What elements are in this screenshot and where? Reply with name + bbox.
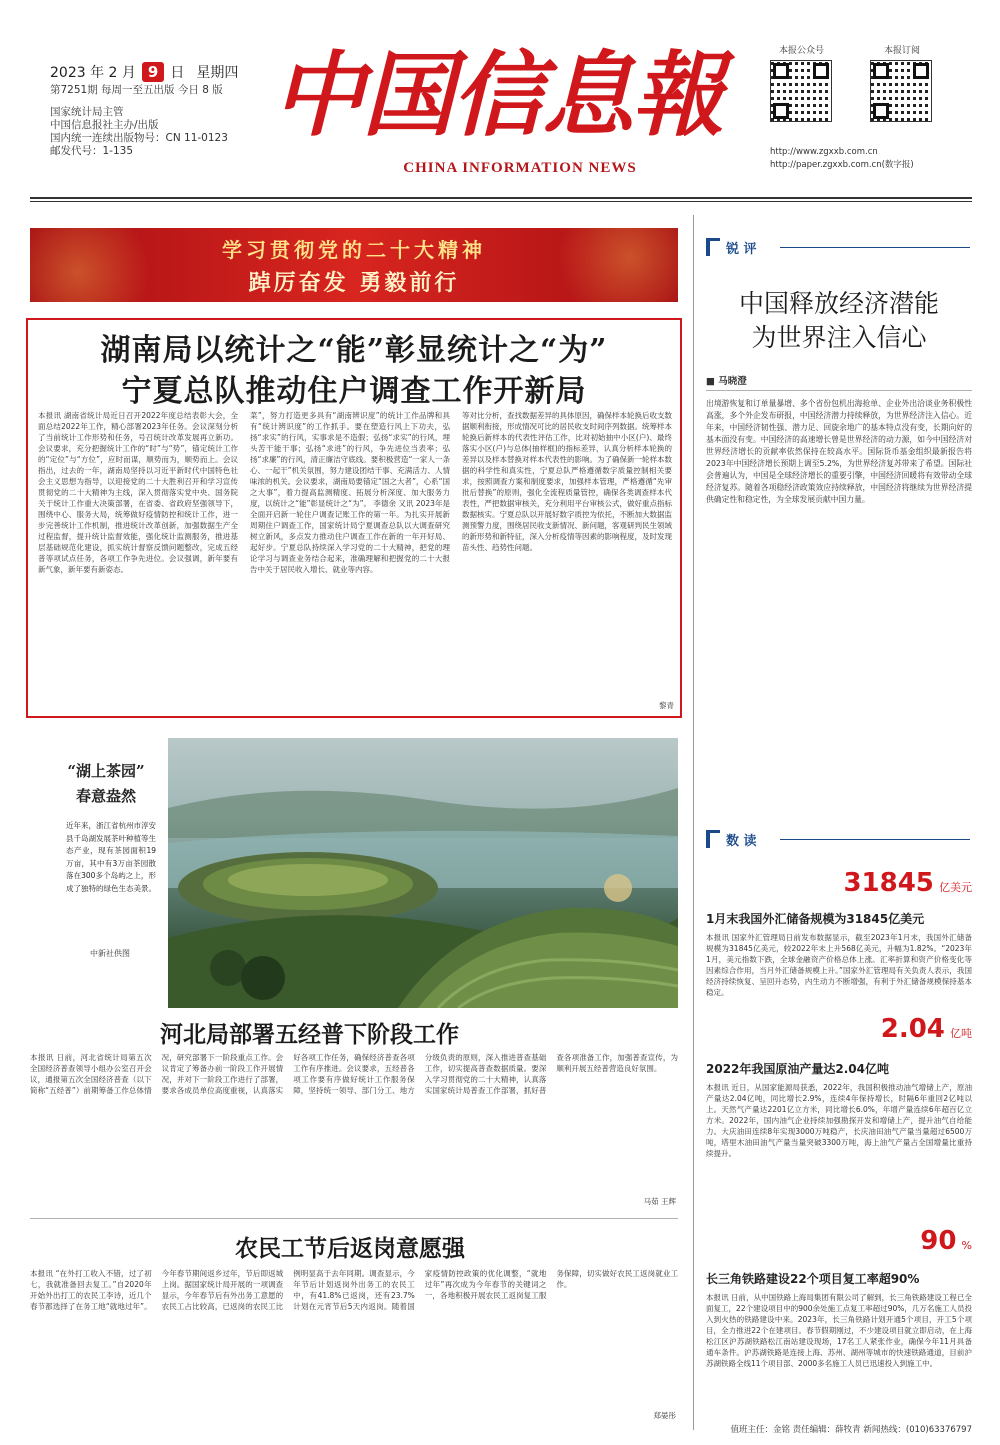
hebei-byline: 马茹 王辉 <box>643 1197 676 1206</box>
lead-column-1: 本报讯 湖南省统计局近日召开2022年度总结表彰大会，全面总结2022年工作，精心部署2023年任务。会议深刻分析了当前统计工作形势和任务，号召统计改革发展再立新功。会议要求，充分把握统计工作的“时”与“势”，锚定统计工作的“定位”与“方位”，应时而谋，顺势而为，顺势而上。会议指出，过去的一年，湖南局坚持以习近平新时代中国特色社会主义思想为指导，以迎接党的二十大胜利召开和学习宣传贯彻党的二十大精神为主线，深入贯彻落实党中央、国务院关于统计工作重大决策部署，在省委、省政府坚强领导下，围绕中心、服务大局，统筹做好疫情防控和统计工作，进一步完善统计工作机制，推进统计改革创新，加强数据生产全过程监督，提升统计监督效能，强化统计监测服务，推进基层基础规范化建设，抓实统计督察反馈问题整改，完成五经普等项试点任务，各项工作争先进位。会议强调，新年要有新气象，新年要有新姿态。 <box>38 411 238 574</box>
digest-figure-2 <box>706 1014 972 1044</box>
digest-tag-label: 数 读 <box>726 833 757 849</box>
lead-column-3: 等对比分析，查找数据差异的具体原因，确保样本轮换后收支数据顺利衔接，形成情况可比的居民收支时间序列数据。统筹样本轮换后新样本的代表性评估工作，比对初始抽中小区(户)、最终落实小区(户)与总体(抽样框)的指标差异，认真分析样本轮换的差异以及样本替换对样本代表性的影响。为了确保新一轮样本数据的科学性和真实性，宁夏总队严格遵循数字质量控制相关要求，按照调查方案和制度要求，加强样本管理，严格遵循“先审批后替换”的原则，强化全流程质量管控，确保各类调查样本代表性，严把数据审核关，充分利用平台审核公式，做好重点指标数据核实。宁夏总队以开展好数字质控为依托，不断加大数据监测预警力度，围绕居民收支新情况、新问题，客观研判民生领域的新形势和新特征，深入分析疫情等因素的影响程度，及时发现苗头性、趋势性问题。 <box>462 411 672 552</box>
comment-section-tag <box>706 236 757 258</box>
qr-right-label: 本报订阅 <box>884 46 921 56</box>
masthead-rule-thin <box>30 201 972 202</box>
photo-credit: 中新社供图 <box>90 949 130 958</box>
lead-headline-1[interactable]: 湖南局以统计之“能”彰显统计之“为” <box>100 333 608 368</box>
digest-tag-rule <box>780 839 970 840</box>
digital-paper-url[interactable]: http://paper.zgxxb.com.cn(数字报) <box>770 160 914 170</box>
section-icon <box>706 830 720 848</box>
figure-value: 31845 <box>843 868 934 898</box>
website-url[interactable]: http://www.zgxxb.com.cn <box>770 147 878 157</box>
comment-tag-rule <box>780 247 970 248</box>
migrant-byline: 郑晏彤 <box>653 1411 676 1420</box>
info-line: 国内统一连续出版物号：CN 11-0123 <box>50 132 228 144</box>
issue-line: 第7251期 每周一至五出版 今日 8 版 <box>50 84 223 96</box>
info-line: 国家统计局主管 <box>50 106 124 118</box>
digest-headline-1[interactable]: 1月末我国外汇储备规模为31845亿美元 <box>706 912 925 926</box>
masthead-info <box>50 106 228 158</box>
banner-line-1: 学习贯彻党的二十大精神 <box>222 238 486 262</box>
landscape-illustration <box>168 738 678 1008</box>
digest-headline-3[interactable]: 长三角铁路建设22个项目复工率超90% <box>706 1272 920 1286</box>
banner-line-2: 踔厉奋发 勇毅前行 <box>248 270 460 296</box>
qr-left-label: 本报公众号 <box>779 46 825 56</box>
tea-garden-photo <box>168 738 678 1008</box>
lead-byline: 黎青 <box>659 701 674 710</box>
figure-value: 90 <box>920 1226 957 1256</box>
comment-headline-2[interactable]: 为世界注入信心 <box>751 323 927 352</box>
day-label: 日 <box>170 65 185 81</box>
caption-panel <box>56 760 156 960</box>
newspaper-subtitle: CHINA INFORMATION NEWS <box>403 160 637 176</box>
digest-body-2: 本报讯 近日，从国家能源局获悉，2022年，我国积极推动油气增储上产，原油产量达2.04亿吨，同比增长2.9%，连续4年保持增长，时隔6年重回2亿吨以上。天然气产量达2201亿立方米，同比增长6.0%，年增产量连续6年超百亿立方米。2022年，国内油气企业持续加强勘探开发和增储上产，提升油气自给能力。大庆油田连续8年实现3000万吨稳产，长庆油田油气产量当量超过6500万吨，塔里木油田油气产量当量突破3300万吨，海上油气产量占全国增量比重持续提升。 <box>706 1083 972 1158</box>
section-icon <box>706 238 720 256</box>
caption-body: 近年来，浙江省杭州市淳安县千岛湖发展茶叶种植等生态产业，现有茶园面积19万亩，其中有3万亩茶园散落在300多个岛屿之上，形成了独特的绿色生态美景。 <box>66 821 156 893</box>
digest-figure-1 <box>706 868 972 898</box>
weekday: 星期四 <box>196 65 239 81</box>
digest-figure-3 <box>706 1226 972 1256</box>
figure-unit: % <box>961 1239 972 1252</box>
digest-body-3: 本报讯 日前，从中国铁路上海局集团有限公司了解到，长三角铁路建设工程已全面复工，22个建设项目中的900余处施工点复工率超过90%，几万名施工人员投入到火热的铁路建设中来。2023年，长三角铁路计划开通5个项目，开工5个项目，全力推进22个在建项目。春节假期刚过，不少建设项目就立即启动，在上海松江区沪苏湖铁路松江南站建设现场，17名工人紧张作业，确保今年11月具备通车条件。沪苏湖铁路是连接上海、苏州、湖州等城市的快速铁路通道，目前沪苏湖铁路全线11个项目部、2000多名施工人员已迅速投入到施工中。 <box>706 1293 972 1368</box>
qr-code-wechat[interactable] <box>770 60 832 122</box>
hebei-body: 本报讯 日前，河北省统计局第五次全国经济普查领导小组办公室召开会议，通报第五次全国经济普查（以下简称“五经普”）前期筹备工作总体情况，研究部署下一阶段重点工作。会议肯定了筹备办前一阶段工作开展情况，并对下一阶段工作进行了部署，要求各成员单位高度重视，认真落实好各项工作任务，确保经济普查各项工作有序推进。会议要求，五经普各项工作要有序做好统计工作服务保障，坚持统一领导、部门分工、地方分级负责的原则，深入推进普查基础工作，切实提高普查数据质量。要深入学习贯彻党的二十大精神，认真落实国家统计局普查工作部署，抓好普查各项准备工作，加强普查宣传，为顺利开展五经普营造良好氛围。 <box>30 1053 678 1095</box>
digest-section-tag <box>706 828 757 850</box>
newspaper-title: 中国信息報 <box>271 41 722 149</box>
comment-author: ■ 马晓澄 <box>706 376 747 387</box>
day-number: 9 <box>142 62 164 82</box>
comment-author-rule <box>706 390 972 391</box>
masthead <box>0 0 1000 200</box>
hebei-headline[interactable]: 河北局部署五经普下阶段工作 <box>160 1021 459 1048</box>
migrant-body: 本报讯 “在外打工收入不错，过了初七，我就准备回去复工。”自2020年开始外出打工的农民工李诗，近几个春节都选择了在务工地“就地过年”。今年春节期间返乡过年，节后即返城上岗。据国家统计局开展的一项调查显示，今年春节后有外出务工意愿的农民工占比较高，已返岗的农民工比例明显高于去年同期。调查显示，今年节后计划返岗外出务工的农民工中，有41.8%已返岗，还有23.7%计划在元宵节后5天内返岗。随着国家疫情防控政策的优化调整，“就地过年”再次成为今年春节的关键词之一，各地积极开展农民工返岗复工服务保障，切实做好农民工返岗就业工作。 <box>30 1269 678 1311</box>
date-label: 2023 年 2 月 <box>50 65 136 81</box>
lead-column-2: 菜”，努力打造更多具有“湖南辨识度”的统计工作品牌和具有“统计辨识度”的工作抓手。要在塑造行风上下功夫，弘扬“求实”的行风，实事求是不造假；弘扬“求实”的行风，埋头苦干能干事；弘扬“求进”的行风，争先进位当表率；弘扬“求廉”的行风，清正廉洁守底线。要积极营造“一家人一条心、一起干”机关氛围，努力建设团结干事、充满活力、人情味浓的机关。会议要求，湖南局要锚定“国之大者”，心系“国之大事”，着力提高监测精度、拓展分析深度、加大服务力度，以统计之“能”彰显统计之“为”。 李德余 又讯 2023年是全面开启新一轮住户调查记账工作的第一年。为扎实开展新周期住户调查工作，国家统计局宁夏调查总队以大调查研究树立新风，多点发力推动住户调查工作在新的一年开好局、起好步。宁夏总队持续深入学习党的二十大精神，把党的理论学习与调查业务结合起来，准确理解和把握党的二十大报告中关于居民收入增长、就业等内容。 <box>250 411 450 574</box>
qr-code-subscribe[interactable] <box>870 60 932 122</box>
caption-title-2: 春意盎然 <box>75 787 136 805</box>
figure-unit: 亿美元 <box>939 881 972 894</box>
digest-body-1: 本报讯 国家外汇管理局日前发布数据显示，截至2023年1月末，我国外汇储备规模为31845亿美元，较2022年末上升568亿美元，升幅为1.82%。“2023年1月，美元指数下跌，全球金融资产价格总体上涨。汇率折算和资产价格变化等因素综合作用，当月外汇储备规模上升。”国家外汇管理局有关负责人表示，我国经济持续恢复、呈回升态势，内生动力不断增强，有利于外汇储备规模保持基本稳定。 <box>706 933 972 997</box>
page-footer: 值班主任：金铭 责任编辑：薛牧青 新闻热线：(010)63376797 <box>730 1425 972 1435</box>
comment-headline-1[interactable]: 中国释放经济潜能 <box>738 289 939 318</box>
comment-tag-label: 锐 评 <box>726 241 757 257</box>
section-divider <box>30 1218 678 1219</box>
digest-headline-2[interactable]: 2022年我国原油产量达2.04亿吨 <box>706 1062 890 1076</box>
info-line: 中国信息报社主办/出版 <box>50 119 159 131</box>
column-separator <box>693 215 694 1430</box>
comment-body: 出境游恢复和订单量暴增、多个省份包机出海抢单、企业外出洽谈业务积极性高涨，多个外企发布研报，中国经济潜力持续释放，为世界经济注入信心。近年来，中国经济韧性强、潜力足、回旋余地广的基本特点没有变，长期向好的基本面没有变。中国经济的高速增长曾是世界经济的动力源，如今中国经济对世界经济增长的贡献率依然保持在较高水平。国际货币基金组织最新报告将2023年中国经济增长预期上调至5.2%，为世界经济复苏带来了希望。国际社会普遍认为，中国是全球经济增长的重要引擎，中国经济回暖将有效带动全球经济复苏。随着各项稳经济政策效应持续释放，中国经济将继续为世界经济提供确定性和稳定性，为全球发展贡献中国力量。 <box>706 399 972 504</box>
masthead-rule <box>30 197 972 199</box>
theme-banner <box>30 228 678 302</box>
info-line: 邮发代号：1-135 <box>50 145 134 157</box>
figure-unit: 亿吨 <box>950 1027 972 1040</box>
lead-headline-2[interactable]: 宁夏总队推动住户调查工作开新局 <box>121 374 587 409</box>
issue-date <box>50 62 238 82</box>
migrant-headline[interactable]: 农民工节后返岗意愿强 <box>235 1235 465 1262</box>
caption-title-1: “湖上茶园” <box>67 762 145 780</box>
figure-value: 2.04 <box>880 1014 945 1044</box>
